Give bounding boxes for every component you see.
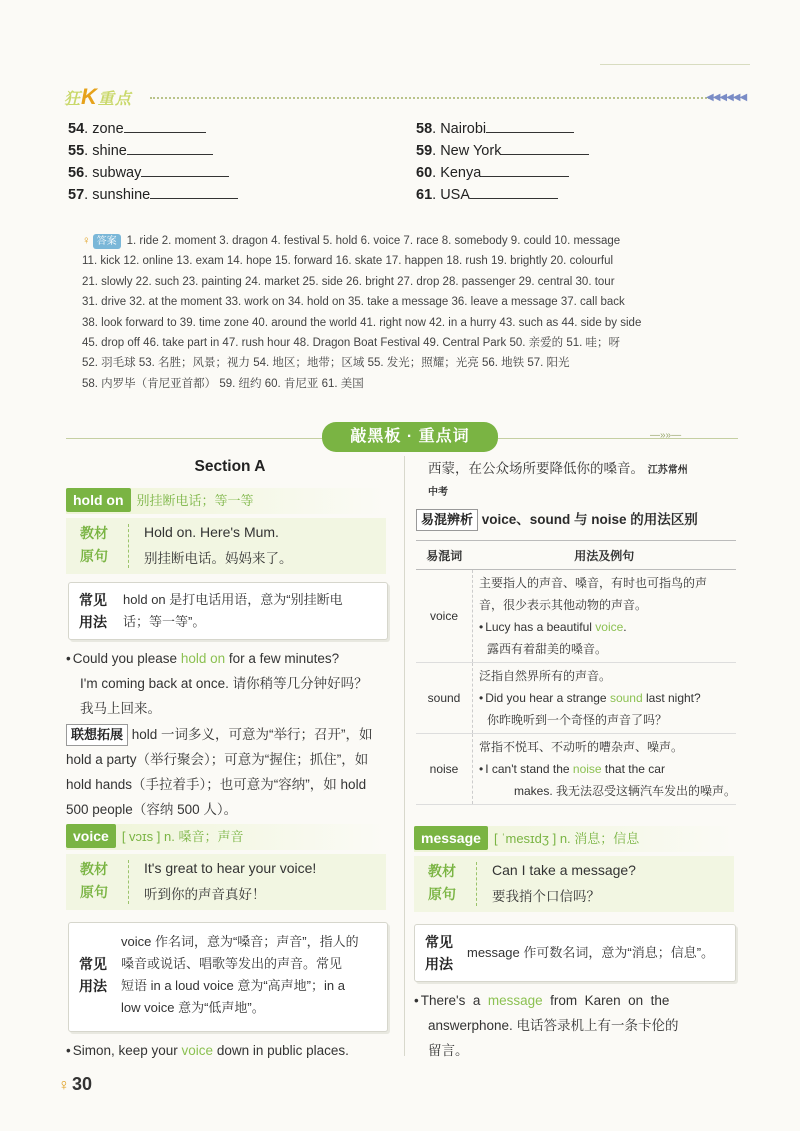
table-row: sound 泛指自然界所有的声音。 • Did you hear a strange sound last night? 你昨晚听到一个奇怪的声音了吗？ [416,663,736,734]
answer-line: 52. 羽毛球 53. 名胜；风景；视力 54. 地区；地带；区域 55. 发光；照耀；光亮 56. 地铁 57. 阳光 [82,357,570,370]
banner-line-right [498,438,738,439]
confusable-tag: 易混辨析 [416,509,478,531]
textbook-chinese: 别挂断电话。妈妈来了。 [144,551,293,566]
lightbulb-icon: ♀ [58,1077,70,1094]
answer-blank[interactable] [124,118,206,133]
extension-line: hold hands（手拉着手）；也可意为“容纳”，如 hold [66,777,367,792]
answer-line: 58. 内罗毕（肯尼亚首都） 59. 纽约 60. 肯尼亚 61. 美国 [82,377,364,390]
word-meaning: 别挂断电话；等一等 [136,493,254,508]
word-heading-voice [66,824,386,850]
table-header-row [416,541,736,570]
vocab-item: 58. Nairobi [416,118,589,140]
vocab-item: 56. subway [68,162,238,184]
column-header: 易混词 [416,541,473,570]
textbook-label: 原句 [80,548,108,564]
logo-text-2: 重点 [97,91,132,108]
answer-blank[interactable] [481,162,569,177]
answer-blank[interactable] [141,162,229,177]
textbook-label: 教材 [80,525,108,541]
extension-line: hold a party（举行聚会）；可意为“握住；抓住”，如 [66,752,369,767]
header-dots [150,97,710,99]
table-row: noise 常指不悦耳、不动听的嘈杂声、噪声。 • I can't stand the noise that the car makes. 我无法忍受这辆汽车发出的噪声。 [416,734,736,805]
separator [128,860,129,904]
example-block [66,646,396,822]
word-meaning: [ ˈmesɪdʒ ] n. 消息；信息 [493,831,640,846]
textbook-label: 原句 [80,884,108,900]
answer-blank[interactable] [486,118,574,133]
textbook-sentence-box [414,856,734,912]
example-line: 我马上回来。 [80,701,161,716]
usage-box: 常见 用法 voice 作名词，意为“嗓音；声音”，指人的 嗓音或说话、唱歌等发出的声音。常见 短语 in a loud voice 意为“高声地”；in a low voice 意为“低声地”。 [68,922,388,1032]
example-line: 留言。 [428,1043,469,1058]
answer-line: 38. look forward to 39. time zone 40. around the world 41. right now 42. in a hurry 43. such as 44. side by side [82,316,642,329]
textbook-sentence-box [66,518,386,574]
lightbulb-icon: ♀ [82,235,91,247]
answer-line: ♀ 答案 1. ride 2. moment 3. dragon 4. festival 5. hold 6. voice 7. race 8. somebody 9. could 10. message [82,235,621,247]
textbook-english: It's great to hear your voice! [144,860,317,876]
section-banner: 敲黑板 · 重点词 [322,422,498,452]
word-heading-message [414,826,734,852]
word-tag: message [414,826,488,850]
vocab-list-right [416,118,589,206]
vocab-item: 55. shine [68,140,238,162]
vocab-list-left [68,118,238,206]
confusable-heading: 易混辨析 voice、sound 与 noise 的用法区别 [416,508,698,531]
section-title: Section A [194,458,266,475]
textbook-chinese: 要我捎个口信吗？ [492,889,600,904]
header-line [600,64,750,65]
answer-key [82,231,730,394]
textbook-chinese: 听到你的声音真好！ [144,887,266,902]
example-line: answerphone. 电话答录机上有一条卡伦的 [428,1018,679,1033]
textbook-sentence-box [66,854,386,910]
textbook-label: 教材 [428,863,456,879]
answer-blank[interactable] [127,140,213,155]
brand-logo [64,84,132,110]
usage-box: 常见 用法 message 作可数名词，意为“消息；信息”。 [414,924,736,982]
textbook-english: Can I take a message? [492,862,636,878]
vocab-item: 60. Kenya [416,162,589,184]
extension-line: 联想拓展 hold 一词多义，可意为“举行；召开”，如 [66,722,396,747]
textbook-label: 教材 [80,861,108,877]
usage-box: 常见 用法 hold on 是打电话用语，意为“别挂断电 话；等一等”。 [68,582,388,640]
comparison-table [416,540,736,805]
word-tag: hold on [66,488,131,512]
example-line: I'm coming back at once. 请你稍等几分钟好吗？ [80,676,368,691]
vocab-item: 59. New York [416,140,589,162]
example-block [414,988,736,1063]
word-heading-hold-on [66,488,386,514]
example-continuation: 西蒙，在公众场所要降低你的嗓音。 江苏常州 中考 [428,456,738,503]
logo-k: K [81,84,98,109]
answer-line: 45. drop off 46. take part in 47. rush hour 48. Dragon Boat Festival 49. Central Park 50. 亲爱的 51. 哇；呀 [82,337,621,350]
answer-blank[interactable] [150,184,238,199]
banner-line-left [66,438,322,439]
example-line: • Could you please hold on for a few minutes? [66,651,340,666]
header-arrows-icon: ◀◀◀◀◀◀ [706,92,747,103]
example-line: • There's a message from Karen on the [414,993,670,1008]
table-row: voice 主要指人的声音、嗓音，有时也可指鸟的声 音，很少表示其他动物的声音。 • Lucy has a beautiful voice. 露西有着甜美的嗓音。 [416,570,736,663]
usage-lines: voice 作名词，意为“嗓音；声音”，指人的 嗓音或说话、唱歌等发出的声音。常见 短语 in a loud voice 意为“高声地”；in a low voice 意为“低声地”。 [121,934,359,1015]
vocab-item: 57. sunshine [68,184,238,206]
logo-text-1: 狂 [64,91,82,108]
answer-blank[interactable] [501,140,589,155]
answer-badge: 答案 [93,234,121,249]
page-number: ♀ 30 [58,1074,93,1094]
separator [476,862,477,906]
extension-tag: 联想拓展 [66,724,128,746]
example-line: • Simon, keep your voice down in public places. [66,1043,349,1058]
banner-arrows-icon: —»»— [650,430,682,441]
source-label: 江苏常州 [647,465,688,476]
textbook-label: 原句 [428,886,456,902]
vocab-item: 61. USA [416,184,589,206]
word-meaning: [ vɔɪs ] n. 嗓音；声音 [121,829,244,844]
column-divider [404,456,405,1056]
word-tag: voice [66,824,116,848]
source-label: 中考 [428,487,448,498]
answer-line: 11. kick 12. online 13. exam 14. hope 15. forward 16. skate 17. happen 18. rush 19. brightly 20. colourful [82,255,614,268]
extension-line: 500 people（容纳 500 人）。 [66,802,238,817]
answer-line: 31. drive 32. at the moment 33. work on 34. hold on 35. take a message 36. leave a message 37. call back [82,296,625,309]
answer-line: 21. slowly 22. such 23. painting 24. market 25. side 26. bright 27. drop 28. passenger 29. central 30. tour [82,275,615,288]
separator [128,524,129,568]
column-header: 用法及例句 [473,541,737,570]
vocab-item: 54. zone [68,118,238,140]
answer-blank[interactable] [470,184,558,199]
textbook-english: Hold on. Here's Mum. [144,524,279,540]
